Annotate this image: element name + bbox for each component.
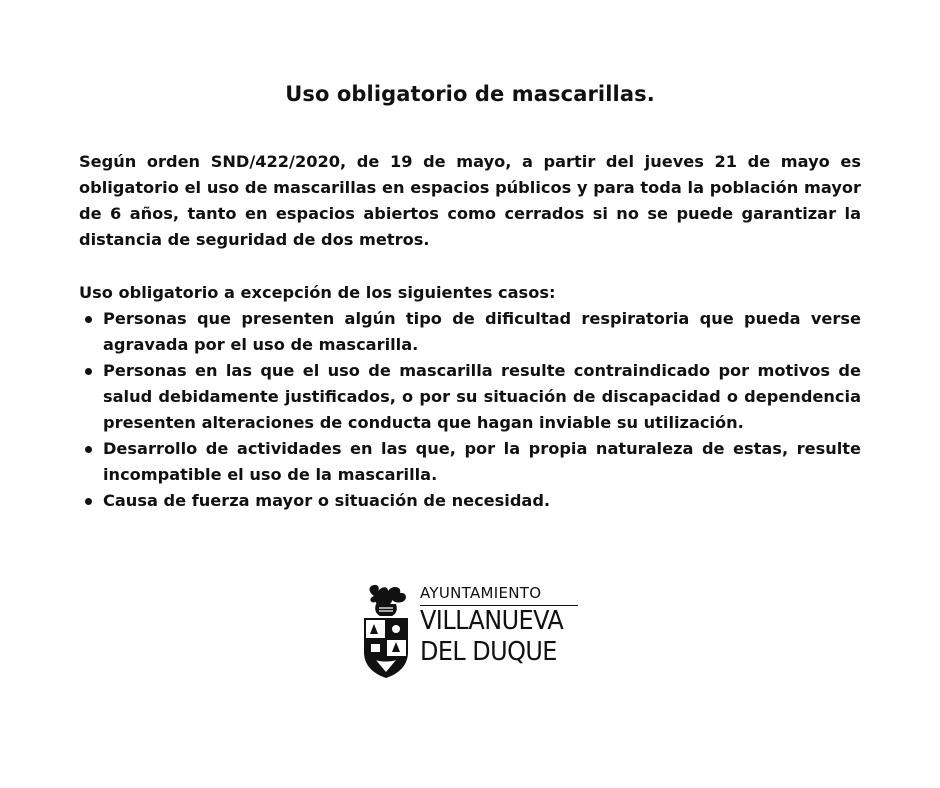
list-item xyxy=(79,436,861,488)
bullet-icon xyxy=(85,498,92,505)
intro-paragraph: Según orden SND/422/2020, de 19 de mayo, a partir del jueves 21 de mayo es obligatorio el uso de mascarillas en espacios públicos y para toda la población mayor de 6 años, tanto en espacios abiertos como cerrados si no se puede garantizar la distancia de seguridad de dos metros. xyxy=(79,152,861,249)
exceptions-heading: Uso obligatorio a excepción de los siguientes casos: xyxy=(79,283,556,302)
town-hall-logo xyxy=(362,582,578,680)
bullet-icon xyxy=(85,316,92,323)
bullet-icon xyxy=(85,368,92,375)
logo-line-2: VILLANUEVA xyxy=(420,606,564,636)
coat-of-arms-icon xyxy=(362,582,410,680)
list-item-text: Personas en las que el uso de mascarilla resulte contraindicado por motivos de salud debidamente justificados, o por su situación de discapacidad o dependencia presenten alteraciones de conducta que hagan inviable su utilización. xyxy=(103,361,861,432)
page-title: Uso obligatorio de mascarillas. xyxy=(285,82,655,106)
list-item-text: Desarrollo de actividades en las que, por la propia naturaleza de estas, resulte incompatible el uso de la mascarilla. xyxy=(103,439,861,484)
logo-line-1: AYUNTAMIENTO xyxy=(420,582,578,606)
list-item xyxy=(79,488,861,514)
exceptions-list xyxy=(79,306,861,514)
list-item-text: Causa de fuerza mayor o situación de necesidad. xyxy=(103,491,551,510)
list-item xyxy=(79,358,861,436)
list-item-text: Personas que presenten algún tipo de dificultad respiratoria que pueda verse agravada por el uso de mascarilla. xyxy=(103,309,861,354)
logo-text xyxy=(420,582,578,668)
bullet-icon xyxy=(85,446,92,453)
logo-line-3: DEL DUQUE xyxy=(420,637,557,667)
list-item xyxy=(79,306,861,358)
